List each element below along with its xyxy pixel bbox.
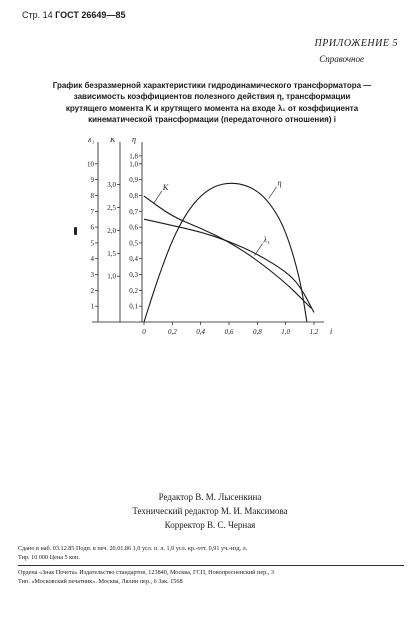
x-tick-label: 0,2 — [167, 328, 177, 336]
print-data — [18, 544, 408, 562]
x-tick-label: 0,8 — [252, 328, 262, 336]
series-label: λ₁ — [263, 235, 270, 245]
y-tick-label: 4 — [90, 255, 94, 264]
y-tick-label: 0,1 — [129, 302, 138, 311]
y-tick-label: 5 — [90, 239, 94, 248]
x-axis-label: i — [330, 327, 333, 336]
caption-line: крутящего момента K и крутящего момента на входе λ₁ от коэффициента — [65, 103, 359, 113]
y-tick-label: 0,7 — [129, 207, 138, 216]
standard-code: ГОСТ 26649—85 — [55, 10, 126, 20]
chart-svg — [62, 138, 362, 338]
y-tick-label: 9 — [90, 176, 94, 185]
y-tick-label: 1,0 — [107, 272, 116, 281]
y-tick-label: 1 — [90, 302, 94, 311]
series-label: η — [277, 178, 282, 188]
y-axis-symbol: η — [132, 138, 136, 144]
y-tick-label: 0,5 — [129, 239, 138, 248]
signature-editor: Редактор В. М. Лысенкина — [158, 492, 262, 502]
series-curve-0 — [144, 219, 314, 312]
y-tick-label: 0,2 — [129, 286, 138, 295]
signature-tech-editor: Технический редактор М. И. Максимова — [132, 506, 288, 516]
y-tick-label: 3,0 — [107, 181, 116, 190]
x-tick-label: 1,0 — [281, 328, 291, 336]
appendix-title: ПРИЛОЖЕНИЕ 5 — [314, 38, 398, 49]
appendix-subtitle: Справочное — [319, 54, 364, 64]
series-label: K — [162, 182, 169, 192]
label-leader — [154, 191, 162, 203]
print-line: Сдано в наб. 03.12.85 Подп. в печ. 20.01.86 1,0 усл. п. л. 1,0 усл. кр.-отт. 0,91 уч.-изд. л. — [18, 545, 248, 552]
y-tick-label: 1,0 — [129, 160, 138, 169]
publisher-line: Ордена «Знак Почета» Издательство стандартов, 123840, Москва, ГСП, Новопресненский пер., 3 — [18, 569, 274, 576]
x-tick-label: 0 — [142, 328, 146, 336]
caption-line: зависимость коэффициентов полезного действия η, трансформации — [73, 92, 351, 102]
figure-caption — [26, 80, 398, 126]
series-curve-2 — [144, 183, 307, 322]
y-tick-label: 1,5 — [107, 249, 116, 258]
y-tick-label: 8 — [90, 191, 94, 200]
y-tick-label: 6 — [90, 223, 94, 232]
signature-corrector: Корректор В. С. Черная — [164, 520, 256, 530]
x-tick-label: 0,6 — [224, 328, 234, 336]
y-axis-symbol: λ₁ — [88, 138, 95, 144]
y-tick-label: 0,9 — [129, 176, 138, 185]
signatures — [0, 490, 420, 532]
y-tick-label: 7 — [90, 207, 94, 216]
publisher-line: Тип. «Московский печатник». Москва, Лялин пер., 6 Зак. 1568 — [18, 578, 183, 585]
label-leader — [269, 187, 277, 199]
x-tick-label: 1,2 — [309, 328, 319, 336]
y-tick-label: 2,5 — [107, 204, 116, 213]
y-axis-symbol: K — [110, 138, 116, 144]
characteristic-chart — [62, 138, 362, 343]
y-tick-label: 0,6 — [129, 223, 138, 232]
caption-line: кинематической трансформации (передаточного отношения) i — [88, 115, 336, 125]
y-tick-label: 3 — [90, 271, 94, 280]
publisher-info — [18, 568, 408, 586]
series-curve-1 — [144, 196, 311, 308]
y-tick-label: 2,0 — [107, 226, 116, 235]
y-tick-label: 10 — [87, 160, 94, 169]
label-leader — [255, 244, 263, 256]
y-tick-label: 0,8 — [129, 191, 138, 200]
y-tick-label: 2 — [90, 286, 94, 295]
caption-line: График безразмерной характеристики гидродинамического трансформатора — — [52, 81, 372, 90]
divider — [18, 565, 404, 566]
y-tick-label: 0,4 — [129, 255, 138, 264]
print-line: Тир. 10 000 Цена 5 коп. — [18, 554, 80, 561]
y-tick-label: 0,3 — [129, 271, 138, 280]
page-number: Стр. 14 — [22, 10, 53, 20]
y-tick-label: 1,8 — [129, 152, 138, 161]
page-header — [22, 10, 125, 20]
x-tick-label: 0,4 — [196, 328, 206, 336]
